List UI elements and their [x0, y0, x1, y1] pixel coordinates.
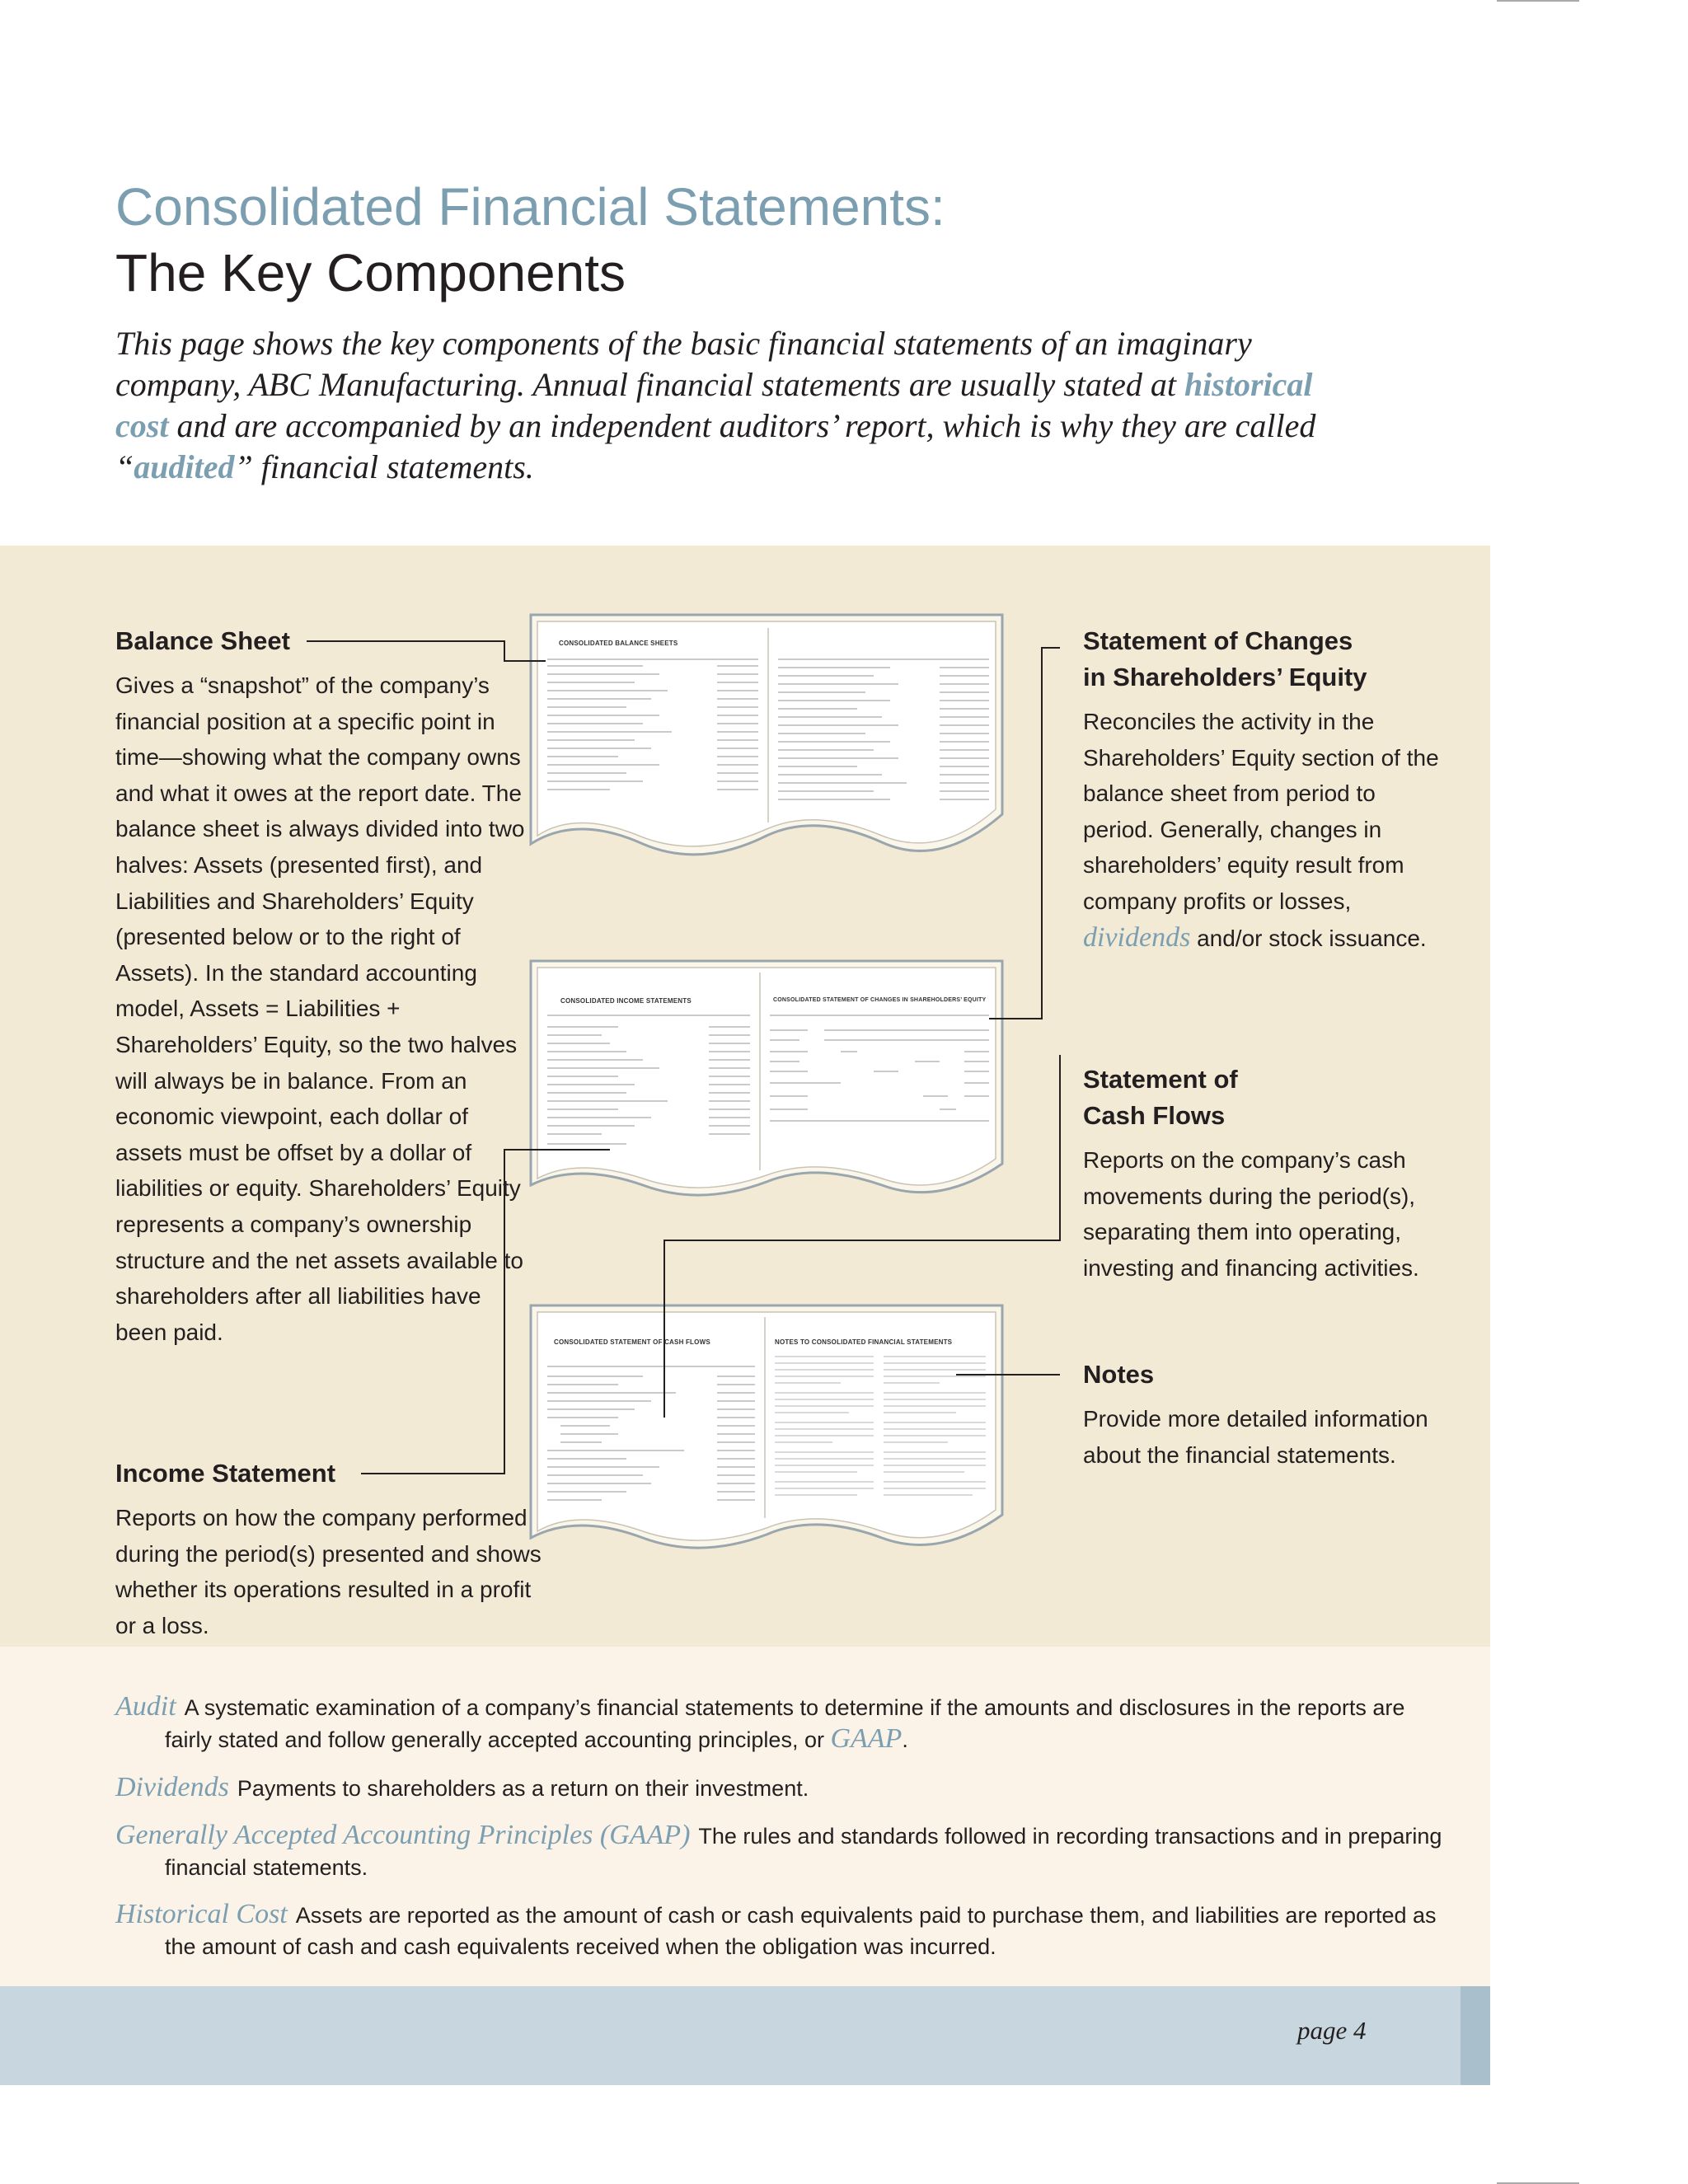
glossary-entry-dividends — [115, 1772, 1451, 1804]
glossary-term: Audit — [115, 1691, 176, 1722]
footer-tab — [1461, 1986, 1490, 2085]
glossary-entry-historical-cost — [115, 1899, 1451, 1962]
document-title: CONSOLIDATED INCOME STATEMENTS — [560, 997, 692, 1005]
glossary-definition: Payments to shareholders as a return on their investment. — [237, 1776, 809, 1801]
glossary-term: Dividends — [115, 1772, 229, 1802]
page-title-line1: Consolidated Financial Statements: — [115, 177, 945, 237]
heading-line: Cash Flows — [1083, 1101, 1226, 1130]
document-title: CONSOLIDATED STATEMENT OF CHANGES IN SHAREHOLDERS’ EQUITY — [773, 997, 987, 1003]
intro-term-historical-cost[interactable]: historical cost — [115, 366, 1313, 444]
glossary-term: Generally Accepted Accounting Principles (GAAP) — [115, 1820, 691, 1850]
income-equity-document — [528, 958, 1006, 1207]
glossary-inline-term[interactable]: GAAP — [830, 1723, 903, 1754]
heading-line: in Shareholders’ Equity — [1083, 663, 1367, 691]
glossary-definition: A systematic examination of a company’s financial statements to determine if the amounts and disclosures in the reports are fairly stated and follow generally accepted accounting principles, or — [165, 1695, 1405, 1752]
document-title: NOTES TO CONSOLIDATED FINANCIAL STATEMENTS — [775, 1338, 953, 1346]
glossary-definition: The rules and standards followed in recording transactions and in preparing financial statements. — [165, 1824, 1442, 1880]
intro-text: This page shows the key components of the basic financial statements of an imaginary company, ABC Manufacturing. Annual financial statements are usually stated at — [115, 325, 1252, 403]
page-footer — [0, 1986, 1490, 2085]
glossary-definition: Assets are reported as the amount of cash or cash equivalents paid to purchase them, and liabilities are reported as the amount of cash and cash equivalents received when the obligation was incurred. — [165, 1903, 1437, 1959]
balance-sheet-description: Gives a “snapshot” of the company’s financial position at a specific point in time—showing what the company owns and what it owes at the report date. The balance sheet is always divided into two halves: Assets (presented first), and Liabilities and Shareholders’ Equity (presented below or to the right of Assets). In the standard accounting model, Assets = Liabilities + Shareholders’ Equity, so the two halves will always be in balance. From an economic viewpoint, each dollar of assets must be offset by a dollar of liabilities or equity. Shareholders’ Equity represents a company’s ownership structure and the net assets available to shareholders after all liabilities have been paid. — [115, 673, 525, 1345]
income-statement-description: Reports on how the company performed during the period(s) presented and shows whether its operations resulted in a profit or a loss. — [115, 1505, 542, 1638]
glossary-term: Historical Cost — [115, 1899, 288, 1929]
heading-line: Statement of — [1083, 1065, 1238, 1094]
document-title: CONSOLIDATED BALANCE SHEETS — [559, 640, 678, 647]
notes-description: Provide more detailed information about the financial statements. — [1083, 1406, 1428, 1468]
notes-section — [1083, 1357, 1446, 1473]
heading-line: Statement of Changes — [1083, 626, 1353, 655]
intro-text: and are accompanied by an independent auditors’ report, which is why they are called “ — [115, 407, 1316, 485]
notes-heading: Notes — [1083, 1360, 1155, 1389]
cash-flows-notes-document — [528, 1302, 1006, 1559]
balance-sheet-document — [528, 612, 1006, 869]
glossary-punct: . — [902, 1727, 908, 1752]
income-statement-section — [115, 1455, 544, 1643]
page-number: page 4 — [1297, 2016, 1367, 2045]
body-text: and/or stock issuance. — [1190, 925, 1427, 951]
equity-changes-heading — [1083, 623, 1446, 696]
glossary-entry-gaap — [115, 1820, 1451, 1883]
glossary-entry-audit — [115, 1691, 1451, 1755]
body-text: Reconciles the activity in the Shareholders’ Equity section of the balance sheet from period to period. Generally, changes in shareholders’ equity result from company profits or losses, — [1083, 709, 1439, 914]
crop-mark — [1497, 0, 1579, 2]
cash-flows-description: Reports on the company’s cash movements during the period(s), separating them into operating, investing and financing activities. — [1083, 1147, 1419, 1281]
document-page-graphic — [528, 958, 1006, 1207]
balance-sheet-section — [115, 623, 528, 1350]
intro-paragraph — [115, 323, 1352, 488]
page-title-line2: The Key Components — [115, 243, 626, 302]
balance-sheet-heading: Balance Sheet — [115, 626, 290, 655]
document-page-graphic — [528, 612, 1006, 869]
intro-text: ” financial statements. — [234, 448, 534, 485]
cash-flows-heading — [1083, 1062, 1446, 1134]
equity-changes-description — [1083, 704, 1446, 956]
term-dividends[interactable]: dividends — [1083, 921, 1191, 953]
cash-flows-section — [1083, 1062, 1446, 1286]
income-statement-heading: Income Statement — [115, 1459, 336, 1488]
equity-changes-section — [1083, 623, 1446, 956]
document-title: CONSOLIDATED STATEMENT OF CASH FLOWS — [554, 1338, 710, 1346]
intro-term-audited[interactable]: audited — [134, 448, 235, 485]
